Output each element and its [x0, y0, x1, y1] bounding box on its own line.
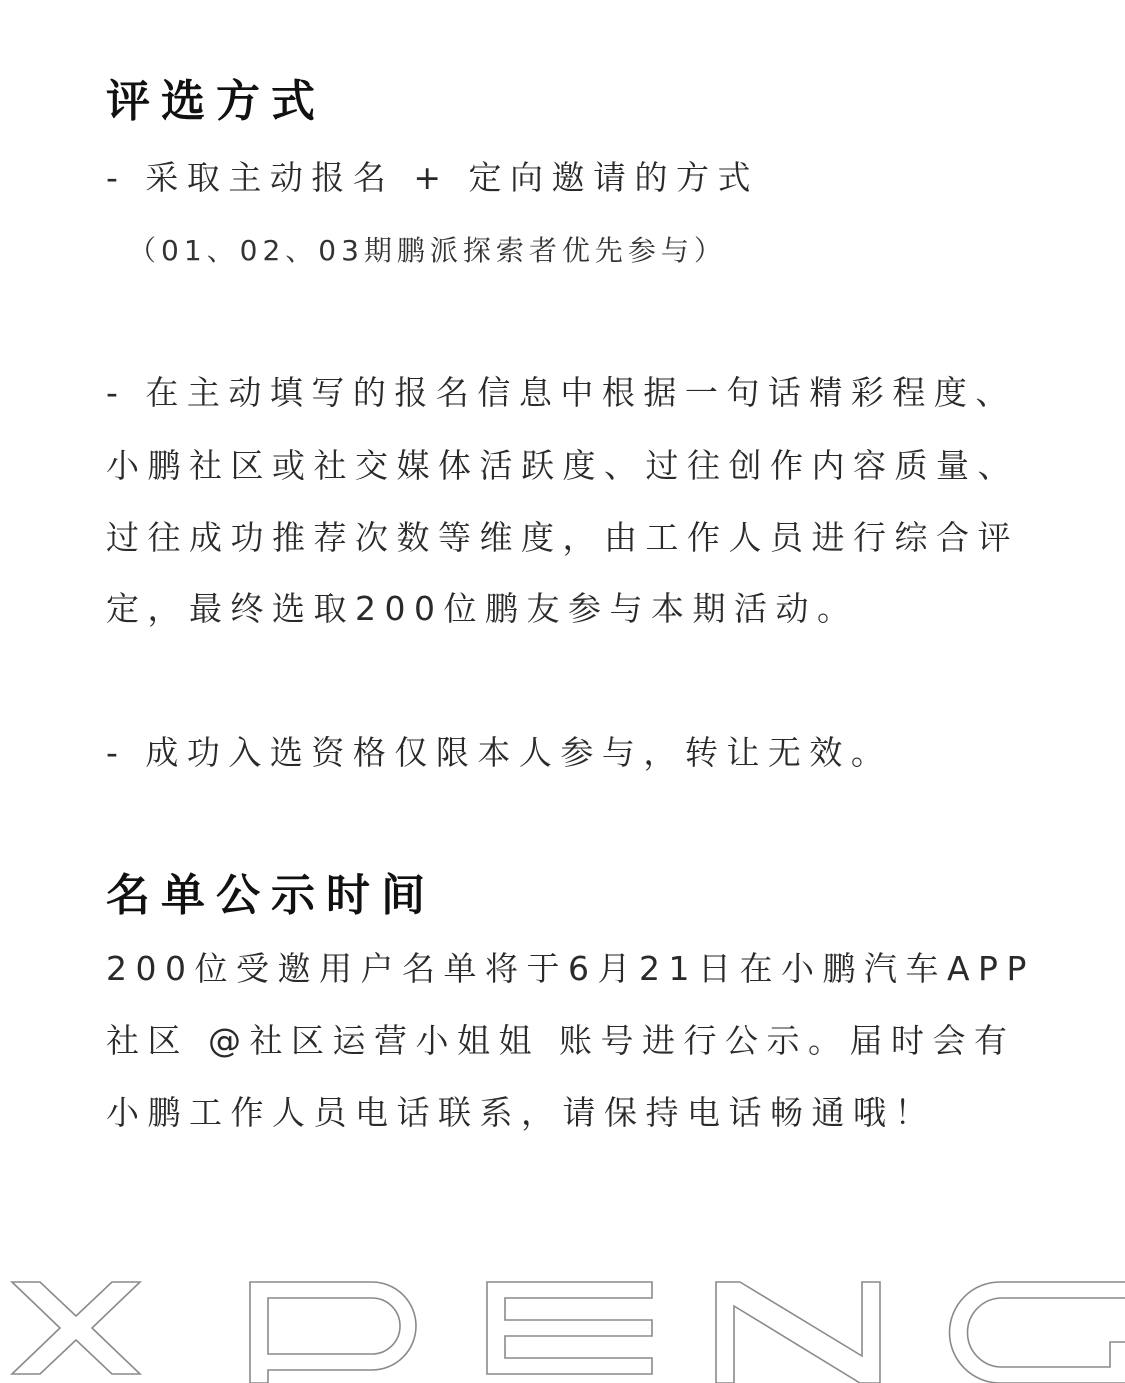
- criteria-line-2: 小鹏社区或社交媒体活跃度、过往创作内容质量、: [106, 446, 1019, 485]
- logo-letter-x: [12, 1282, 140, 1374]
- announcement-line-1: 200位受邀用户名单将于6月21日在小鹏汽车APP: [106, 949, 1035, 988]
- logo-letter-p: [250, 1282, 416, 1383]
- xpeng-wordmark-logo: [0, 1270, 1125, 1383]
- criteria-line-4: 定，最终选取200位鹏友参与本期活动。: [106, 589, 859, 628]
- announcement-line-3: 小鹏工作人员电话联系，请保持电话畅通哦！: [106, 1093, 936, 1132]
- selection-method-line: - 采取主动报名 + 定向邀请的方式: [106, 158, 760, 197]
- non-transferable-note: - 成功入选资格仅限本人参与，转让无效。: [106, 733, 893, 772]
- logo-letter-n: [716, 1282, 880, 1383]
- announcement-line-2: 社区 @社区运营小姐姐 账号进行公示。届时会有: [106, 1021, 1016, 1060]
- criteria-line-3: 过往成功推荐次数等维度，由工作人员进行综合评: [106, 518, 1019, 557]
- priority-note: （01、02、03期鹏派探索者优先参与）: [128, 234, 727, 267]
- section-title-selection-method: 评选方式: [106, 76, 326, 127]
- logo-letter-e: [487, 1282, 652, 1374]
- section-title-announcement-time: 名单公示时间: [106, 870, 436, 921]
- criteria-line-1: - 在主动填写的报名信息中根据一句话精彩程度、: [106, 373, 1017, 412]
- logo-letter-g: [949, 1282, 1125, 1383]
